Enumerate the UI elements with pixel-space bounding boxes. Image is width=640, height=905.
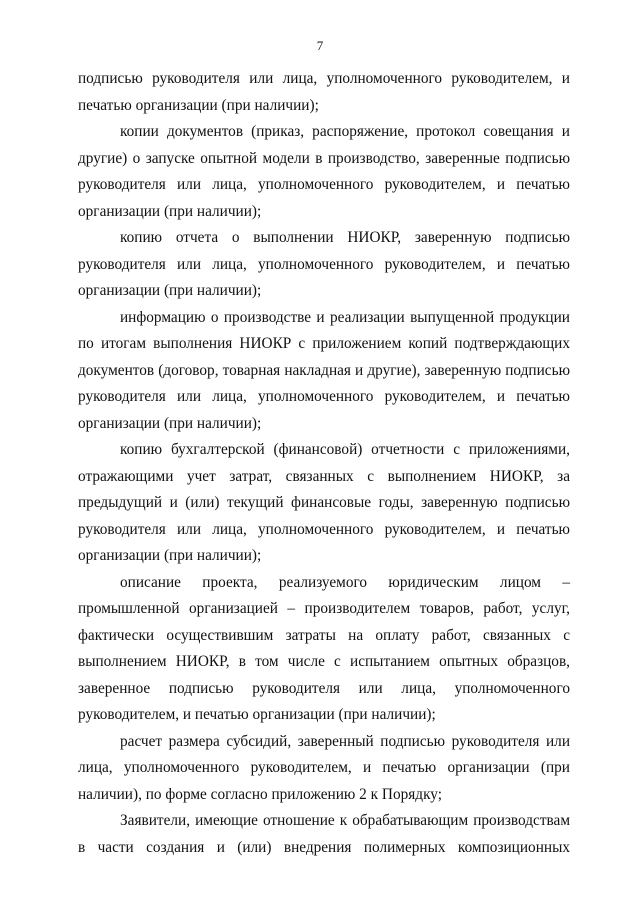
- paragraph-2: копии документов (приказ, распоряжение, протокол совещания и другие) о запуске опытной модели в производство, заверенные подписью руководителя или лица, уполномоченного руководителем, и печатью организации (при наличии);: [78, 123, 570, 220]
- document-body: [78, 66, 570, 861]
- paragraph-1: подписью руководителя или лица, уполномоченного руководителем, и печатью организации (при наличии);: [78, 70, 570, 114]
- paragraph-4: информацию о производстве и реализации выпущенной продукции по итогам выполнения НИОКР с приложением копий подтверждающих документов (договор, товарная накладная и другие), заверенную подписью руководителя или лица, уполномоченного руководителем, и печатью организации (при наличии);: [78, 308, 570, 432]
- paragraph-8: Заявители, имеющие отношение к обрабатывающим производствам в части создания и (или) внедрения полимерных композиционных: [78, 812, 570, 856]
- paragraph-5: копию бухгалтерской (финансовой) отчетности с приложениями, отражающими учет затрат, связанных с выполнением НИОКР, за предыдущий и (или) текущий финансовые годы, заверенную подписью руководителя или лица, уполномоченного руководителем, и печатью организации (при наличии);: [78, 441, 570, 564]
- paragraph-3: копию отчета о выполнении НИОКР, заверенную подписью руководителя или лица, уполномоченного руководителем, и печатью организации (при наличии);: [78, 229, 570, 299]
- paragraph-7: расчет размера субсидий, заверенный подписью руководителя или лица, уполномоченного руководителем, и печатью организации (при наличии), по форме согласно приложению 2 к Порядку;: [78, 732, 570, 803]
- paragraph-6: описание проекта, реализуемого юридическим лицом – промышленной организацией – производителем товаров, работ, услуг, фактически осуществившим затраты на оплату работ, связанных с выполнением НИОКР, в том числе с испытанием опытных образцов, заверенное подписью руководителя или лица, уполномоченного руководителем, и печатью организации (при наличии);: [78, 573, 570, 723]
- page-number: 7: [316, 38, 324, 53]
